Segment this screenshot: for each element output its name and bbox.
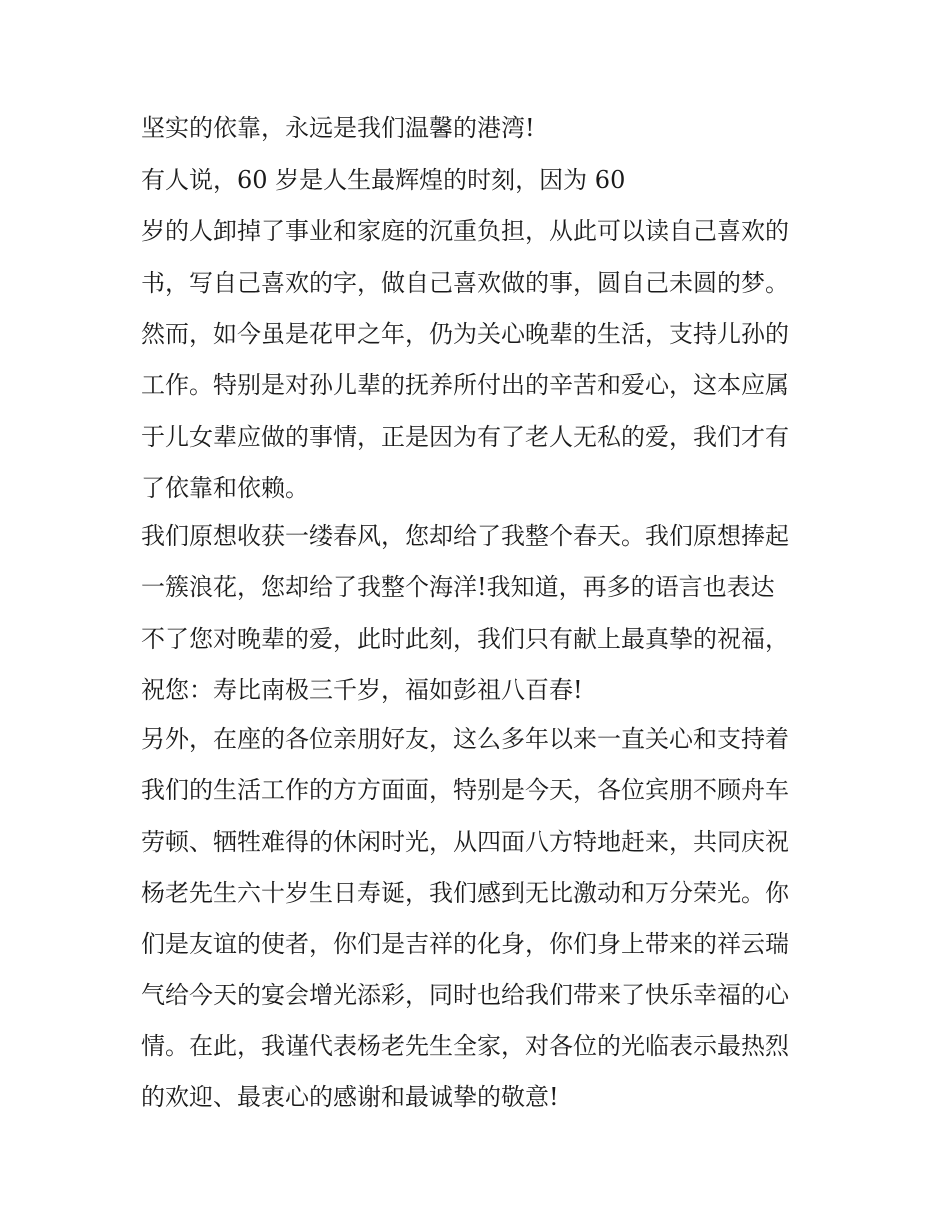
- text-line: 另外，在座的各位亲朋好友，这么多年以来一直关心和支持着: [141, 725, 789, 753]
- text-line: 有人说，60 岁是人生最辉煌的时刻，因为 60: [141, 166, 626, 194]
- text-line: 劳顿、牺牲难得的休闲时光，从四面八方特地赶来，共同庆祝: [141, 828, 789, 856]
- text-line: 一簇浪花，您却给了我整个海洋!我知道，再多的语言也表达: [141, 573, 775, 601]
- text-line: 然而，如今虽是花甲之年，仍为关心晚辈的生活，支持儿孙的: [141, 320, 789, 348]
- text-line: 情。在此，我谨代表杨老先生全家，对各位的光临表示最热烈: [141, 1032, 789, 1060]
- text-line: 我们的生活工作的方方面面，特别是今天，各位宾朋不顾舟车: [141, 776, 789, 804]
- text-line: 工作。特别是对孙儿辈的抚养所付出的辛苦和爱心，这本应属: [141, 371, 789, 399]
- text-line: 不了您对晚辈的爱，此时此刻，我们只有献上最真挚的祝福，: [141, 625, 789, 653]
- text-line: 祝您：寿比南极三千岁，福如彭祖八百春!: [141, 676, 583, 704]
- text-line: 气给今天的宴会增光添彩，同时也给我们带来了快乐幸福的心: [141, 981, 789, 1009]
- text-line: 坚实的依靠，永远是我们温馨的港湾!: [141, 114, 535, 142]
- text-line: 岁的人卸掉了事业和家庭的沉重负担，从此可以读自己喜欢的: [141, 217, 789, 245]
- text-line: 的欢迎、最衷心的感谢和最诚挚的敬意!: [141, 1083, 559, 1111]
- text-line: 我们原想收获一缕春风，您却给了我整个春天。我们原想捧起: [141, 522, 789, 550]
- text-line: 于儿女辈应做的事情，正是因为有了老人无私的爱，我们才有: [141, 423, 789, 451]
- text-line: 了依靠和依赖。: [141, 474, 309, 502]
- text-line: 书，写自己喜欢的字，做自己喜欢做的事，圆自己未圆的梦。: [141, 269, 789, 297]
- text-line: 杨老先生六十岁生日寿诞，我们感到无比激动和万分荣光。你: [141, 879, 789, 907]
- text-line: 们是友谊的使者，你们是吉祥的化身，你们身上带来的祥云瑞: [141, 930, 789, 958]
